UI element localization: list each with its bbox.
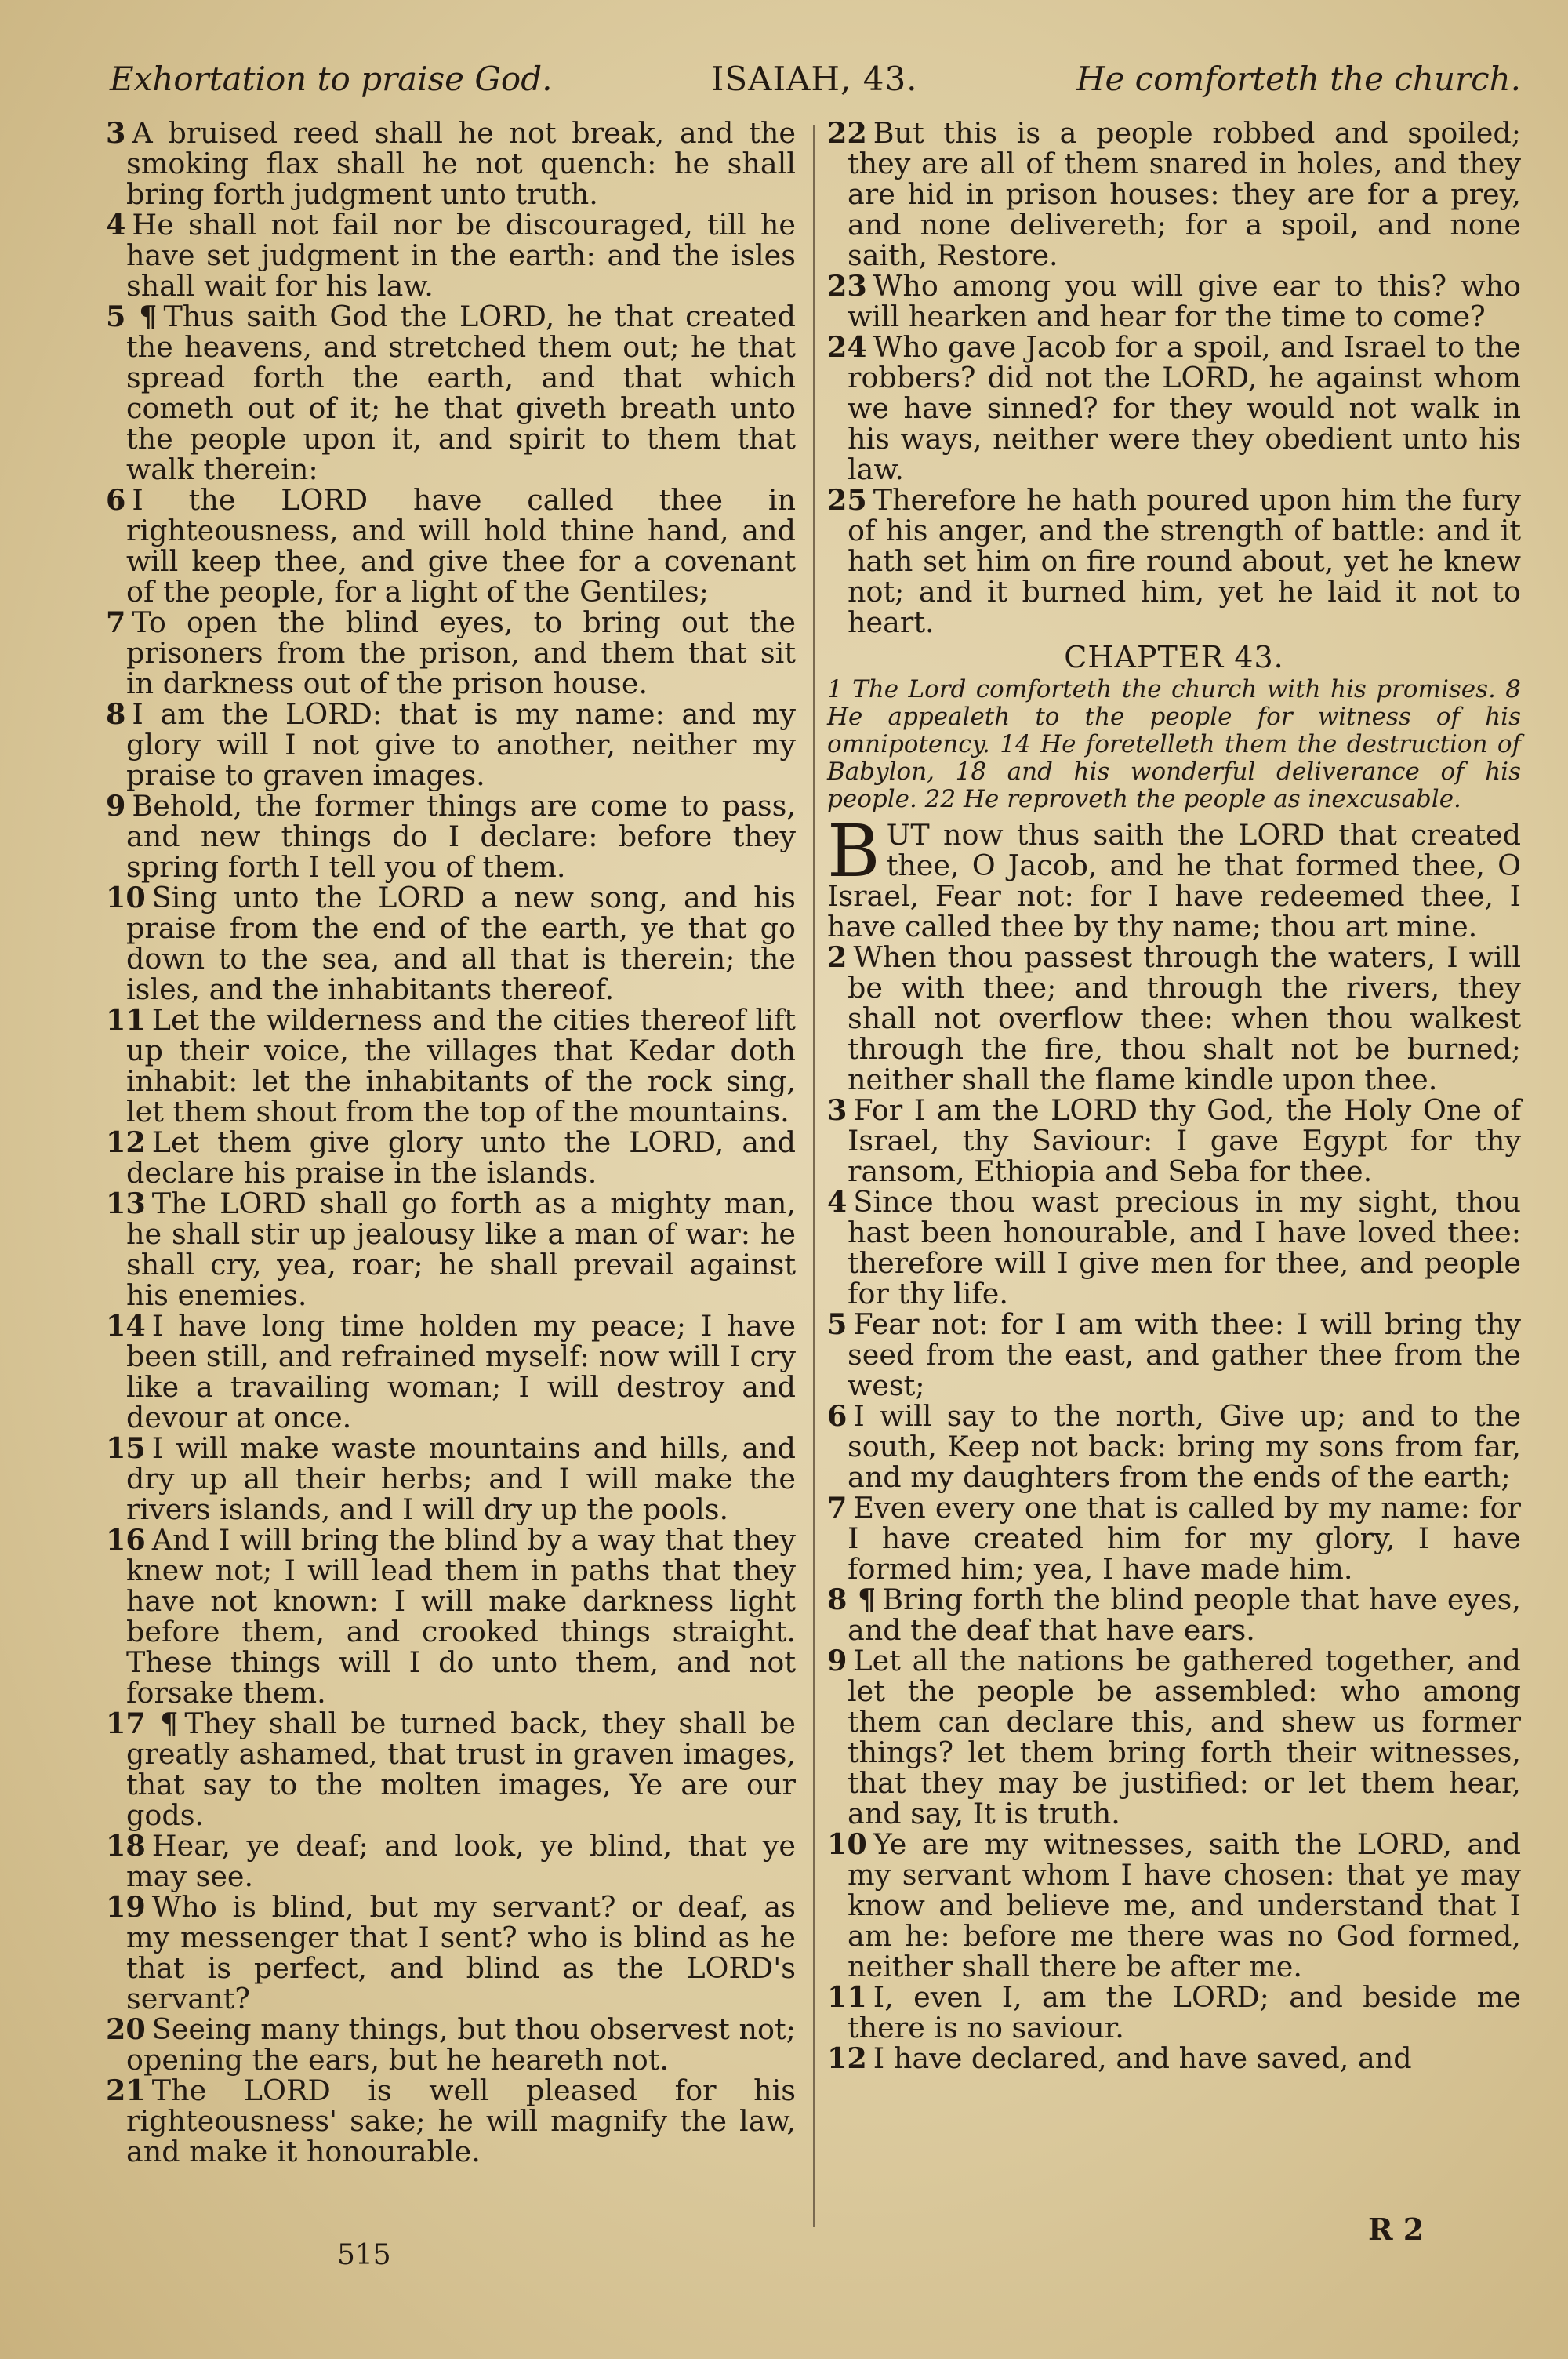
verse: 12 I have declared, and have saved, and [827,2041,1412,2075]
verse: 20 Seeing many things, but thou observest not; opening the ears, but he heareth not. [106,2012,796,2077]
verse: 5 ¶ Thus saith God the LORD, he that created the heavens, and stretched them out; he that spread forth the earth, and that which cometh out of it; he that giveth breath unto the people upon it, and spirit to them that walk therein: [106,300,797,486]
verse: 10 Sing unto the LORD a new song, and his praise from the end of the earth, ye that go down to the sea, and all that is therein; the isles, and the inhabitants thereof. [106,881,796,1006]
header-left: Exhortation to praise God. [110,59,553,98]
verse: 4 Since thou wast precious in my sight, thou hast been honourable, and I have loved thee: therefore will I give men for thee, and people for thy life. [827,1185,1521,1310]
right-column [827,118,1521,2074]
verse: 14 I have long time holden my peace; I have been still, and refrained myself: now will I cry like a travailing woman; I will destroy and devour at once. [106,1309,796,1434]
verse: 6 I will say to the north, Give up; and to the south, Keep not back: bring my sons from far, and my daughters from the ends of the earth; [827,1399,1521,1494]
verse: 2 When thou passest through the waters, I will be with thee; and through the rivers, they shall not overflow thee: when thou walkest through the fire, thou shalt not be burned; neither shall the flame kindle upon thee. [827,940,1521,1096]
verse: 16 And I will bring the blind by a way that they knew not; I will lead them in paths that they have not known: I will make darkness light before them, and crooked things straight. These things will I do unto them, and not forsake them. [106,1523,796,1710]
signature-mark: R 2 [1368,2212,1425,2247]
verse: 22 But this is a people robbed and spoiled; they are all of them snared in holes, and they are hid in prison houses: they are for a prey, and none delivereth; for a spoil, and none saith, Restore. [827,116,1521,272]
verse: 9 Behold, the former things are come to pass, and new things do I declare: before they spring forth I tell you of them. [106,789,796,884]
verse: 3 For I am the LORD thy God, the Holy One of Israel, thy Saviour: I gave Egypt for thy ransom, Ethiopia and Seba for thee. [827,1093,1521,1188]
header-right: He comforteth the church. [1076,59,1521,98]
verse: 11 I, even I, am the LORD; and beside me there is no saviour. [827,1980,1521,2045]
verse: 11 Let the wilderness and the cities thereof lift up their voice, the villages that Kedar doth inhabit: let the inhabitants of the rock sing, let them shout from the top of the mountains. [106,1003,796,1129]
verse: 6 I the LORD have called thee in righteousness, and will hold thine hand, and will keep thee, and give thee for a covenant of the people, for a light of the Gentiles; [106,483,796,609]
verse: 7 Even every one that is called by my name: for I have created him for my glory, I have formed him; yea, I have made him. [827,1491,1521,1586]
verse: 24 Who gave Jacob for a spoil, and Israel to the robbers? did not the LORD, he against whom we have sinned? for they would not walk in his ways, neither were they obedient unto his law. [827,330,1521,486]
running-header [110,47,1521,110]
verse: 13 The LORD shall go forth as a mighty man, he shall stir up jealousy like a man of war: he shall cry, yea, roar; he shall prevail against his enemies. [106,1187,796,1312]
page-number: 515 [337,2239,391,2271]
verse: 3 A bruised reed shall he not break, and the smoking flax shall he not quench: he shall bring forth judgment unto truth. [106,116,796,211]
verse: 12 Let them give glory unto the LORD, and declare his praise in the islands. [106,1125,796,1190]
verse: 4 He shall not fail nor be discouraged, till he have set judgment in the earth: and the isles shall wait for his law. [106,208,796,303]
verse: 21 The LORD is well pleased for his righteousness' sake; he will magnify the law, and make it honourable. [106,2074,796,2168]
verse [106,2167,796,2197]
verse: 8 I am the LORD: that is my name: and my glory will I not give to another, neither my praise to graven images. [106,697,796,792]
header-book-chapter: ISAIAH, 43. [710,59,918,98]
verse: 10 Ye are my witnesses, saith the LORD, and my servant whom I have chosen: that ye may know and believe me, and understand that I am he: before me there was no God formed, neither shall there be after me. [827,1827,1521,1983]
verse: 23 Who among you will give ear to this? who will hearken and hear for the time to come? [827,269,1521,333]
verse: 7 To open the blind eyes, to bring out the prisoners from the prison, and them that sit in darkness out of the prison house. [106,605,796,700]
verse: 9 Let all the nations be gathered together, and let the people be assembled: who among them can declare this, and shew us former things? let them bring forth their witnesses, that they may be justified: or let them hear, and say, It is truth. [827,1644,1521,1830]
column-divider [813,125,815,2227]
verse [106,2197,796,2228]
drop-cap: B [827,809,880,893]
chapter-summary: 1 The Lord comforteth the church with his promises. 8 He appealeth to the people for witness of his omnipotency. 14 He foretelleth them the destruction of Babylon, 18 and his wonderful deliverance of his people. 22 He reproveth the people as inexcusable. [827,675,1521,813]
verse: 15 I will make waste mountains and hills, and dry up all their herbs; and I will make the rivers islands, and I will dry up the pools. [106,1431,796,1526]
chapter-first-verse: BUT now thus saith the LORD that created thee, O Jacob, and he that formed thee, O Israel, Fear not: for I have redeemed thee, I have called thee by thy name; thou art mine. [827,809,1521,943]
verse: 5 Fear not: for I am with thee: I will bring thy seed from the east, and gather thee from the west; [827,1307,1521,1402]
verse: 8 ¶ Bring forth the blind people that have eyes, and the deaf that have ears. [827,1583,1521,1647]
verse: 19 Who is blind, but my servant? or deaf, as my messenger that I sent? who is blind as he that is perfect, and blind as the LORD's servant? [106,1890,796,2016]
verse: 17 ¶ They shall be turned back, they shall be greatly ashamed, that trust in graven images, that say to the molten images, Ye are our gods. [106,1707,796,1832]
verse: 18 Hear, ye deaf; and look, ye blind, that ye may see. [106,1829,796,1893]
left-column [106,118,796,2228]
verse: 25 Therefore he hath poured upon him the fury of his anger, and the strength of battle: and it hath set him on fire round about, yet he knew not; and it burned him, yet he laid it not to heart. [827,483,1521,639]
chapter-heading: CHAPTER 43. [1064,640,1284,674]
